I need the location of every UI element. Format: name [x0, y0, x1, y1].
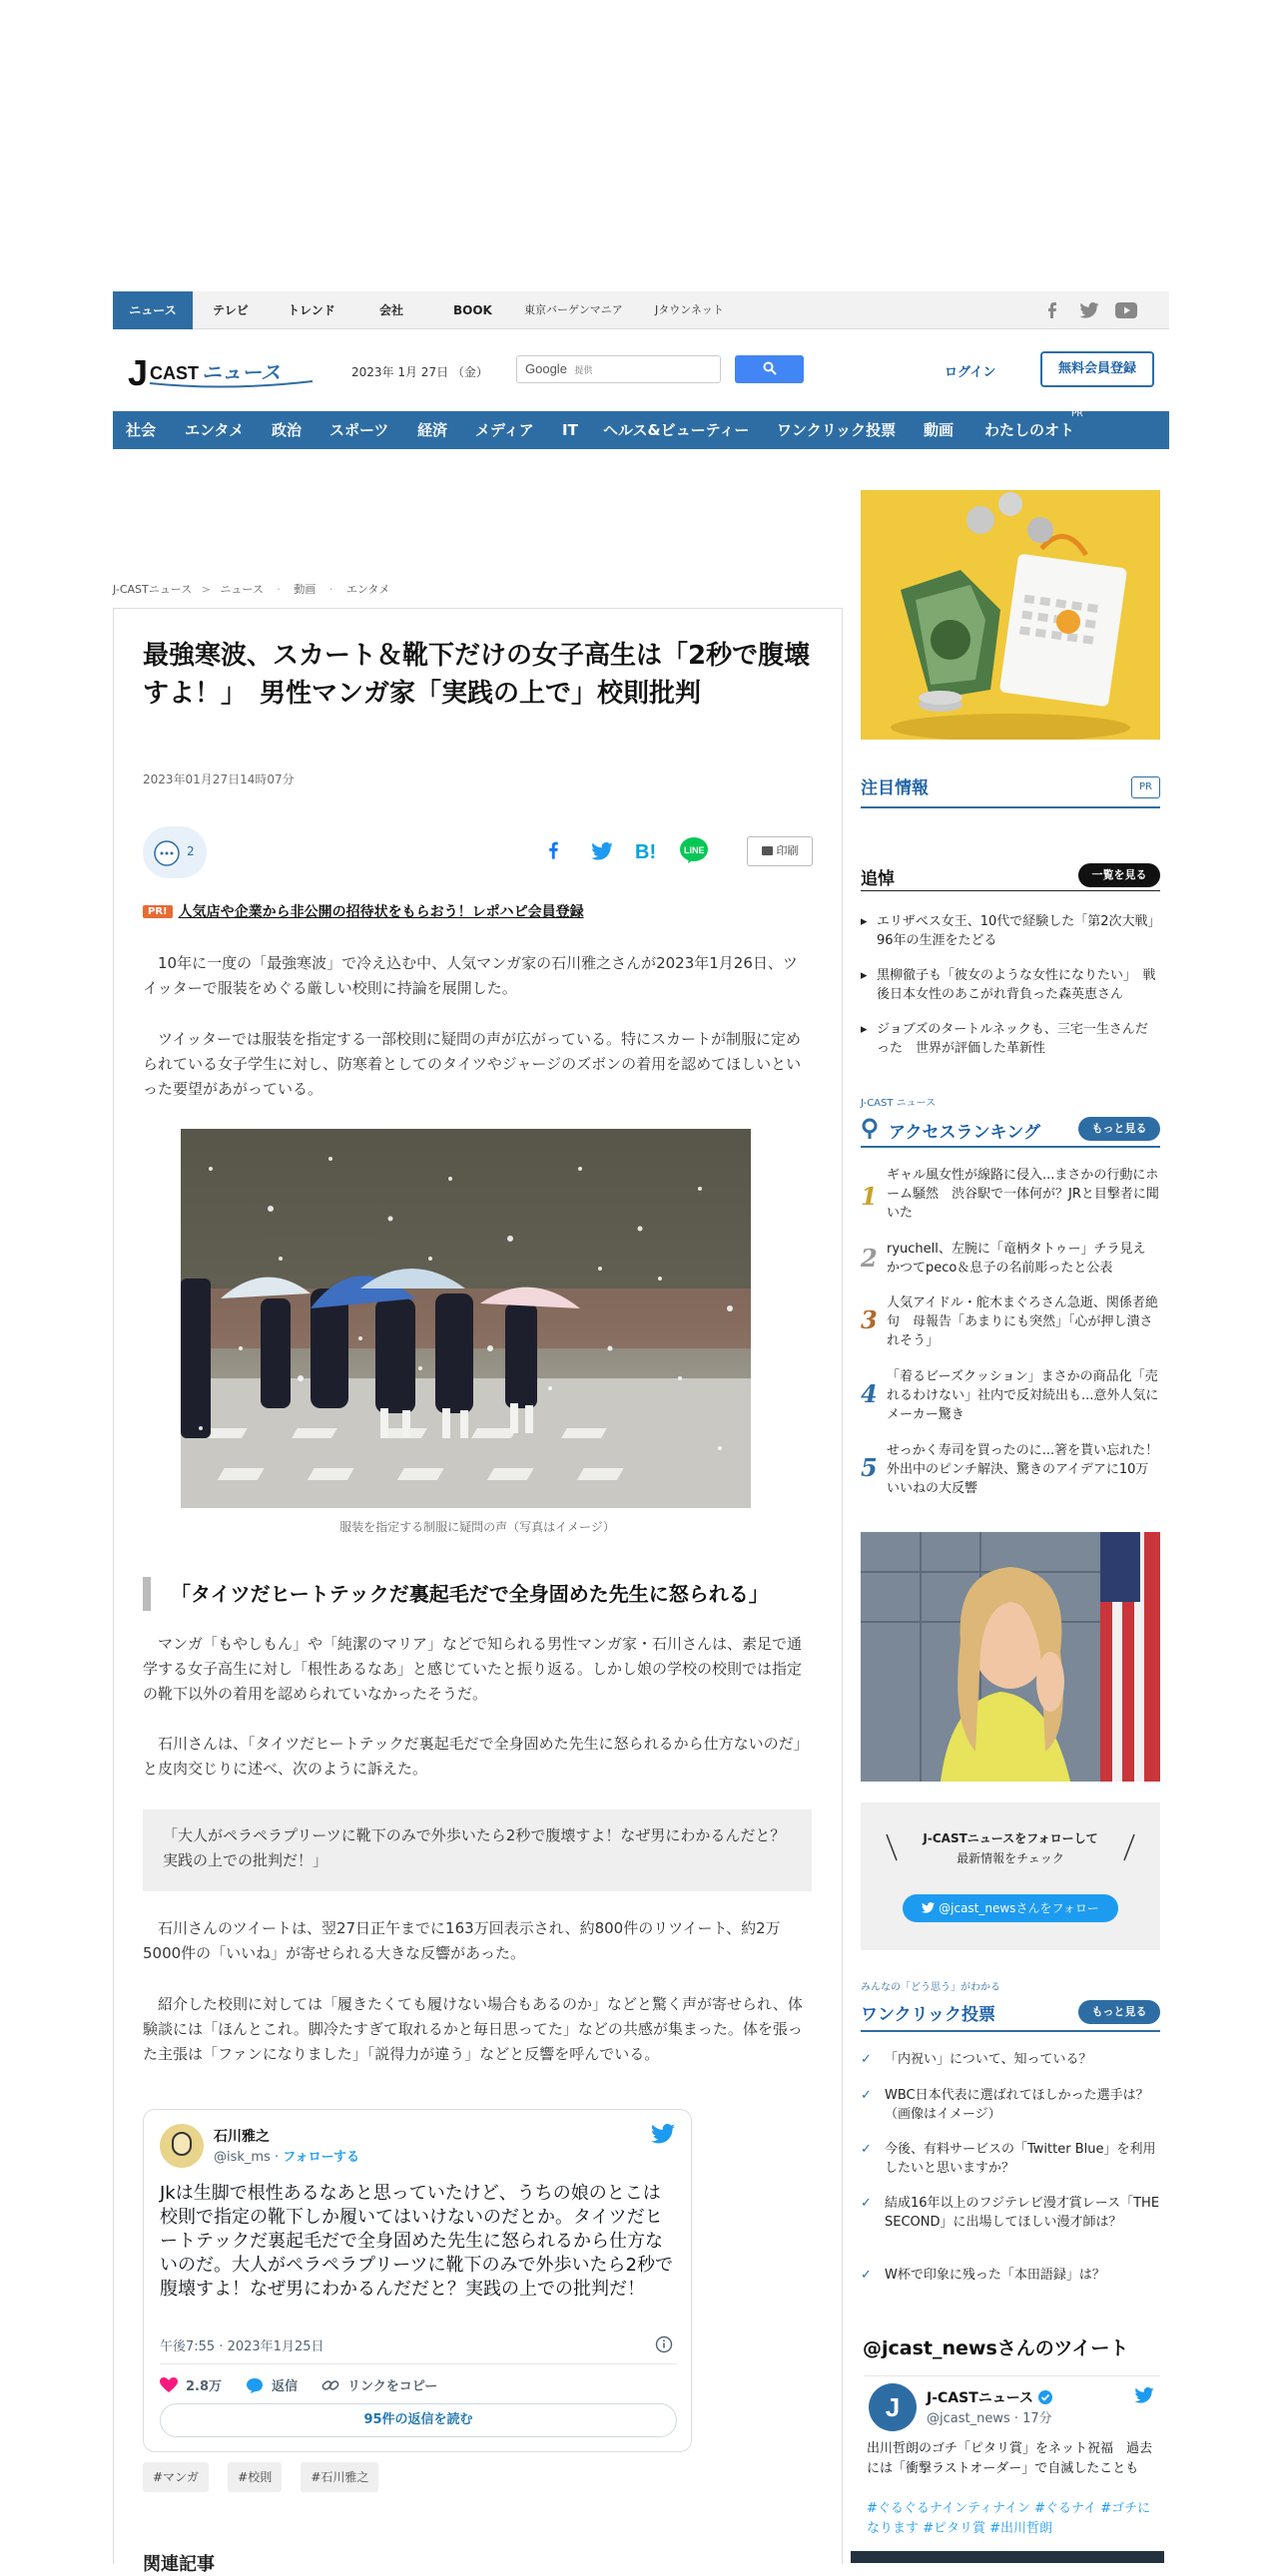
article-photo	[181, 1129, 751, 1508]
nav-health-beauty[interactable]: ヘルス&ビューティー	[603, 421, 750, 439]
check-icon: ✓	[861, 2052, 872, 2067]
search-icon	[763, 361, 777, 375]
login-link[interactable]: ログイン	[945, 365, 996, 380]
tweet-reply-button[interactable]	[246, 2375, 298, 2394]
vote-item[interactable]	[861, 2266, 1160, 2285]
embedded-tweet[interactable]: 石川雅之 @isk_ms · フォローする Jkは生脚で根性あるなあと思っていたけど、うちの娘のとこは校則で指定の靴下しか履いてはいけないのだとか。タイツだヒートテックだ裏起毛だで全身固めた先生に怒られるから仕方ないのだ。大人がペラペラプリーツに靴下のみで外歩いたら2秒で腹壊すよ！なぜ男にわかるんだだと？実践の上での批判だ！ 午後7:55 · 2023年1月25日 2.8万 返信 リンクをコピー 95件の返信を読む	[143, 2109, 692, 2452]
tag-list	[143, 2462, 392, 2492]
rank-number-2: 2	[861, 1244, 878, 1273]
logo-cast: CAST	[150, 363, 199, 383]
hatena-bookmark-icon[interactable]	[635, 840, 661, 860]
sidebar-ad-banner[interactable]	[861, 490, 1160, 740]
facebook-icon[interactable]	[1045, 302, 1059, 318]
reply-bubble-icon	[246, 2377, 264, 2393]
follow-text-line-1: J-CASTニュースをフォローして	[923, 1831, 1098, 1845]
info-icon[interactable]	[655, 2335, 673, 2353]
logo-news: ニュース	[202, 360, 281, 384]
tab-bargain-mania[interactable]: 東京バーゲンマニア	[524, 303, 623, 316]
print-label: 印刷	[776, 844, 799, 857]
tweet-follow-link[interactable]: フォローする	[283, 2150, 359, 2165]
logo-j: J	[128, 352, 149, 391]
vote-item-text: 「内祝い」について、知っている？	[885, 2052, 1092, 2067]
search-button[interactable]	[735, 355, 804, 383]
check-icon: ✓	[861, 2196, 872, 2211]
bullet-icon: ▸	[861, 968, 868, 983]
print-button[interactable]	[747, 836, 813, 866]
memorial-item-text: 黒柳徹子も「彼女のような女性になりたい」 戦後日本女性のあこがれ背負った森英恵さん	[877, 968, 1156, 1002]
comment-count: 2	[187, 844, 195, 858]
jcast-logo[interactable]	[128, 351, 318, 391]
vote-item-text: WBC日本代表に選ばれてほしかった選手は？（画像はイメージ）	[885, 2088, 1149, 2122]
tweet-copy-link-button[interactable]	[321, 2375, 437, 2394]
memorial-item[interactable]	[861, 1020, 1160, 1058]
youtube-icon[interactable]	[1115, 302, 1137, 318]
twitter-icon[interactable]	[1079, 302, 1099, 318]
related-articles-heading: 関連記事	[143, 2554, 215, 2575]
twitter-share-icon[interactable]	[591, 842, 613, 860]
twitter-icon	[922, 1902, 935, 1913]
tab-company[interactable]: 会社	[379, 303, 404, 317]
memorial-item-text: ジョブズのタートルネックも、三宅一生さんだった 世界が評価した革新性	[877, 1022, 1148, 1056]
ranking-item[interactable]: ryuchell、左腕に「竜柄タトゥー」チラ見え かつてpeco＆息子の名前彫ったと公表	[887, 1242, 1159, 1276]
tweet-like-count: 2.8万	[186, 2379, 223, 2394]
bullet-icon: ▸	[861, 1022, 868, 1037]
article-paragraph-2: ツイッターでは服装を指定する一部校則に疑問の声が広がっている。特にスカートが制服に定められている女子学生に対し、防寒着としてのタイツやジャージのズボンの着用を認めてほしいといった要望があがっている。	[143, 1030, 802, 1098]
vote-heading: ワンクリック投票	[861, 2005, 995, 2025]
tab-jtown[interactable]: Jタウンネット	[655, 303, 724, 316]
read-replies-button[interactable]: 95件の返信を読む	[160, 2403, 677, 2437]
nav-video[interactable]: 動画	[924, 421, 955, 439]
article-paragraph-3: マンガ「もやしもん」や「純潔のマリア」などで知られる男性マンガ家・石川さんは、素足で通学する女子高生に対し「根性あるなあ」と感じていたと振り返る。しかし娘の学校の校則では指定の靴下以外の着用を認められていなかったそうだ。	[143, 1635, 803, 1703]
tab-news[interactable]: ニュース	[113, 291, 193, 329]
nav-one-click-vote[interactable]: ワンクリック投票	[777, 421, 897, 439]
vote-kicker: みんなの「どう思う」がわかる	[861, 1982, 1000, 1993]
memorial-item-text: エリザベス女王、10代で経験した「第2次大戦」 96年の生涯をたどる	[877, 914, 1168, 948]
verified-badge-icon	[1038, 2390, 1052, 2404]
tweet-author-handle: @isk_ms	[214, 2150, 271, 2165]
follow-box	[861, 1803, 1160, 1950]
slash-left-decoration	[885, 1832, 899, 1862]
tag-school-rules[interactable]: #校則	[228, 2462, 282, 2492]
article-title: 最強寒波、スカート＆靴下だけの女子高生は「2秒で腹壊すよ！」 男性マンガ家「実践の上で」校則批判	[143, 641, 811, 709]
nav-entertainment[interactable]: エンタメ	[185, 421, 245, 439]
breadcrumb-home[interactable]: J-CASTニュース	[113, 583, 193, 596]
vote-item[interactable]	[861, 2050, 1160, 2069]
nav-economy[interactable]: 経済	[417, 421, 448, 439]
top-tab-bar	[113, 291, 1169, 329]
svg-text:B!: B!	[635, 841, 657, 860]
attention-info-title: 注目情報	[861, 778, 929, 798]
vote-item[interactable]	[861, 2140, 1160, 2178]
link-icon	[321, 2377, 339, 2393]
breadcrumb-video[interactable]: 動画	[294, 583, 317, 596]
article-paragraph-6: 紹介した校則に対しては「履きたくても履けない場合もあるのか」などと驚く声が寄せられ、体験談には「ほんとこれ。脚冷たすぎて取れるかと毎日思ってた」などの共感が集まった。体を張った主張は「ファンになりました」「説得力が違う」などと反響を呼んでいる。	[143, 1995, 803, 2063]
pr-link-text: 人気店や企業から非公開の招待状をもらおう！レポハピ会員登録	[178, 904, 584, 920]
bullet-icon: ▸	[861, 914, 868, 929]
comment-button[interactable]	[143, 826, 207, 878]
sidebar-ad-photo[interactable]	[861, 1532, 1160, 1782]
search-ranking-icon	[861, 1118, 879, 1140]
memorial-item[interactable]	[861, 912, 1168, 950]
tab-tv[interactable]: テレビ	[213, 303, 249, 317]
follow-text-line-2: 最新情報をチェック	[957, 1851, 1064, 1865]
svg-text:LINE: LINE	[684, 845, 705, 855]
ranking-more-button[interactable]: もっと見る	[1078, 1117, 1160, 1141]
ranking-kicker: J-CAST ニュース	[861, 1098, 937, 1109]
facebook-share-icon[interactable]	[547, 840, 559, 860]
twitter-bird-icon[interactable]	[1134, 2387, 1154, 2403]
ranking-heading: アクセスランキング	[889, 1123, 1040, 1143]
publish-date: 2023年01月27日14時07分	[143, 773, 295, 786]
rank-number-5: 5	[861, 1453, 878, 1482]
nav-society[interactable]: 社会	[126, 421, 157, 439]
tag-ishikawa-masayuki[interactable]: #石川雅之	[301, 2462, 378, 2492]
tag-manga[interactable]: #マンガ	[143, 2462, 209, 2492]
breadcrumb: J-CASTニュース > ニュース · 動画 · エンタメ	[113, 583, 390, 596]
vote-item-text: W杯で印象に残った「本田語録」は？	[885, 2268, 1105, 2283]
tweet-text: Jkは生脚で根性あるなあと思っていたけど、うちの娘のとこは校則で指定の靴下しか履いてはいけないのだとか。タイツだヒートテックだ裏起毛だで全身固めた先生に怒られるから仕方ないのだ。大人がペラペラプリーツに靴下のみで外歩いたら2秒で腹壊すよ！なぜ男にわかるんだだと？実践の上での批判だ！	[160, 2183, 674, 2300]
slash-right-decoration	[1122, 1832, 1136, 1862]
ranking-item[interactable]: 人気アイドル・舵木まぐろさん急逝、関係者絶句 母報告「あまりにも突然」「心が押し潰されそう」	[887, 1295, 1158, 1348]
memorial-more-button[interactable]: 一覧を見る	[1078, 863, 1160, 887]
timeline-tweet-text: 出川哲朗のゴチ「ピタリ賞」をネット祝福 過去には「衝撃ラストオーダー」で自滅したことも	[867, 2441, 1153, 2476]
twitter-bird-icon[interactable]	[651, 2124, 675, 2144]
timeline-media-preview[interactable]	[851, 2551, 1164, 2563]
pr-badge: PR!	[143, 905, 173, 918]
rank-number-4: 4	[861, 1379, 878, 1408]
breadcrumb-news[interactable]: ニュース	[220, 583, 264, 596]
heart-icon	[160, 2377, 178, 2393]
rank-number-1: 1	[861, 1182, 878, 1211]
category-nav	[113, 411, 1169, 449]
timeline-author-name-text: J-CASTニュース	[927, 2390, 1034, 2406]
vote-more-button[interactable]: もっと見る	[1078, 2000, 1160, 2024]
check-icon: ✓	[861, 2268, 872, 2283]
photo-caption: 服装を指定する制服に疑問の声（写真はイメージ）	[339, 1520, 615, 1534]
printer-icon	[762, 846, 773, 855]
attention-divider	[861, 806, 1160, 808]
check-icon: ✓	[861, 2142, 872, 2157]
current-date: 2023年 1月 27日 （金）	[351, 365, 488, 379]
ranking-item[interactable]: せっかく寿司を買ったのに...箸を貰い忘れた！ 外出中のピンチ解決、驚きのアイデアに10万いいねの大反響	[887, 1443, 1172, 1496]
nav-politics[interactable]: 政治	[272, 421, 303, 439]
vote-item[interactable]	[861, 2194, 1160, 2232]
tweet-copy-link-label: リンクをコピー	[347, 2379, 438, 2394]
timeline-author-handle: @jcast_news · 17分	[927, 2411, 1052, 2426]
line-share-icon[interactable]	[679, 836, 709, 864]
pr-link[interactable]	[143, 901, 584, 921]
comment-bubble-icon	[153, 839, 181, 867]
memorial-item[interactable]	[861, 966, 1160, 1004]
search-google-label: Google	[525, 361, 567, 376]
nav-media[interactable]: メディア	[475, 421, 534, 439]
tweet-like-button[interactable]	[160, 2375, 222, 2394]
check-icon: ✓	[861, 2088, 872, 2103]
article-subheading: 「タイツだヒートテックだ裏起毛だで全身固めた先生に怒られる」	[143, 1577, 812, 1611]
article-paragraph-4: 石川さんは、「タイツだヒートテックだ裏起毛だで全身固めた先生に怒られるから仕方ないのだ」と皮肉交じりに述べ、次のように訴えた。	[143, 1735, 809, 1778]
tweet-author-name: 石川雅之	[214, 2129, 270, 2145]
vote-item-text: 今後、有料サービスの「Twitter Blue」を利用したいと思いますか？	[885, 2142, 1156, 2176]
signup-button[interactable]: 無料会員登録	[1040, 351, 1154, 387]
twitter-follow-label: @jcast_newsさんをフォロー	[939, 1901, 1099, 1915]
tweet-reply-label: 返信	[272, 2379, 299, 2394]
timeline-author-name[interactable]	[927, 2387, 1052, 2407]
attention-pr-badge: PR	[1131, 776, 1160, 798]
tweet-timestamp[interactable]: 午後7:55 · 2023年1月25日	[160, 2339, 324, 2354]
timeline-heading: @jcast_newsさんのツイート	[863, 2337, 1129, 2359]
vote-divider	[861, 2030, 1160, 2032]
rank-number-3: 3	[861, 1305, 878, 1334]
nav-it[interactable]: IT	[562, 421, 578, 439]
tab-book[interactable]: BOOK	[453, 303, 492, 317]
twitter-follow-button[interactable]	[903, 1894, 1118, 1922]
ranking-divider	[861, 1146, 1160, 1148]
ranking-item[interactable]: ギャル風女性が線路に侵入...まさかの行動にホーム騒然 渋谷駅で一体何が？JRと目撃者に聞いた	[887, 1168, 1159, 1221]
nav-sports[interactable]: スポーツ	[329, 421, 389, 439]
tab-trend[interactable]: トレンド	[288, 303, 335, 317]
jcast-avatar[interactable]: J	[869, 2383, 917, 2431]
nav-watashi-no-oto[interactable]: わたしのオト	[984, 421, 1075, 439]
article-paragraph-1: 10年に一度の「最強寒波」で冷え込む中、人気マンガ家の石川雅之さんが2023年1月26日、ツイッターで服装をめぐる厳しい校則に持論を展開した。	[143, 954, 798, 997]
timeline-tweet-hashtags[interactable]: #ぐるぐるナインティナイン #ぐるナイ #ゴチになります #ピタリ賞 #出川哲朗	[867, 2501, 1151, 2536]
breadcrumb-entertainment[interactable]: エンタメ	[345, 583, 390, 596]
attention-info-heading	[861, 773, 1160, 798]
search-input[interactable]	[516, 355, 721, 383]
search-provider-label: 提供	[574, 366, 593, 376]
vote-item[interactable]	[861, 2086, 1160, 2124]
tweet-avatar	[160, 2124, 204, 2168]
article-quote: 「大人がペラペラプリーツに靴下のみで外歩いたら2秒で腹壊すよ！なぜ男にわかるんだと？実践の上での批判だ！」	[143, 1809, 812, 1891]
memorial-heading: 追悼	[861, 869, 895, 889]
vote-item-text: 結成16年以上のフジテレビ漫才賞レース「THE SECOND」に出場してほしい漫才師は？	[885, 2196, 1160, 2230]
article-paragraph-5: 石川さんのツイートは、翌27日正午までに163万回表示され、約800件のリツイート、約2万5000件の「いいね」が寄せられる大きな反響があった。	[143, 1919, 781, 1962]
nav-pr-label: PR	[1071, 409, 1083, 419]
ranking-item[interactable]: 「着るビーズクッション」まさかの商品化「売れるわけない」社内で反対続出も...意外人気にメーカー驚き	[887, 1369, 1159, 1422]
